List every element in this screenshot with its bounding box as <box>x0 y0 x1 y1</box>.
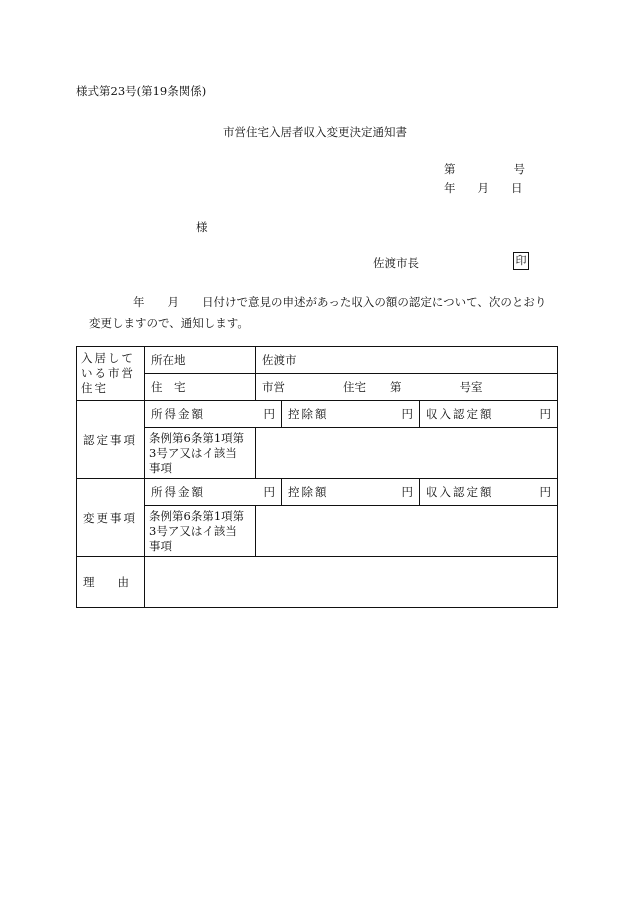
notice-body-line2: 変更しますので、通知します。 <box>89 316 249 330</box>
housing-city: 市営 <box>262 380 285 394</box>
approved-ordinance-line2: 3号ア又はイ該当 <box>149 445 237 460</box>
approved-income-cell <box>145 401 282 428</box>
approved-deduction-yen: 円 <box>401 407 413 421</box>
date-month: 月 <box>477 181 489 195</box>
approved-deduction-label: 控除額 <box>288 407 329 421</box>
changed-recognized-yen: 円 <box>539 485 552 499</box>
approved-recognized-yen: 円 <box>539 407 552 421</box>
approved-ordinance-cell <box>145 428 256 479</box>
location-label: 所在地 <box>145 347 256 374</box>
housing-label: 住 宅 <box>145 374 256 401</box>
changed-deduction-yen: 円 <box>401 485 413 499</box>
date-year: 年 <box>444 181 456 195</box>
housing-dai: 第 <box>390 380 402 394</box>
reason-label: 理 由 <box>77 557 145 608</box>
changed-ordinance-cell <box>145 506 256 557</box>
notice-body-line1: 年 月 日付けで意見の申述があった収入の額の認定について、次のとおり <box>133 295 547 309</box>
number-gou: 号 <box>513 162 525 176</box>
notice-body <box>89 292 559 334</box>
issuer-name: 佐渡市長 <box>373 256 419 270</box>
changed-deduction-cell <box>282 479 420 506</box>
changed-ordinance-line2: 3号ア又はイ該当 <box>149 523 237 538</box>
location-value: 佐渡市 <box>256 347 558 374</box>
approved-ordinance-line1: 条例第6条第1項第 <box>149 430 245 445</box>
changed-ordinance-line3: 事項 <box>149 538 172 553</box>
approved-ordinance-value <box>256 428 558 479</box>
housing-room: 号室 <box>459 380 483 394</box>
document-number-line <box>444 161 525 177</box>
approved-ordinance-line3: 事項 <box>149 460 172 475</box>
changed-income-yen: 円 <box>263 485 275 499</box>
changed-recognized-label: 収入認定額 <box>426 485 494 499</box>
changed-income-cell <box>145 479 282 506</box>
document-date-line <box>444 180 523 196</box>
notice-table <box>76 346 558 608</box>
reason-value <box>145 557 558 608</box>
approved-label: 認定事項 <box>77 401 145 479</box>
residence-label: 入居している市営住宅 <box>77 347 145 401</box>
seal-mark: 印 <box>513 252 529 270</box>
changed-income-label: 所得金額 <box>151 485 205 499</box>
changed-ordinance-line1: 条例第6条第1項第 <box>149 508 245 523</box>
approved-income-yen: 円 <box>263 407 275 421</box>
approved-deduction-cell <box>282 401 420 428</box>
changed-recognized-cell <box>420 479 558 506</box>
housing-mid: 住宅 <box>343 380 366 394</box>
housing-value <box>256 374 558 401</box>
approved-recognized-label: 収入認定額 <box>426 407 494 421</box>
number-dai: 第 <box>444 162 456 176</box>
form-number: 様式第23号(第19条関係) <box>76 84 207 98</box>
changed-label: 変更事項 <box>77 479 145 557</box>
approved-income-label: 所得金額 <box>151 407 205 421</box>
addressee-suffix: 様 <box>196 220 208 234</box>
changed-deduction-label: 控除額 <box>288 485 329 499</box>
changed-ordinance-value <box>256 506 558 557</box>
approved-recognized-cell <box>420 401 558 428</box>
date-day: 日 <box>511 181 523 195</box>
document-title: 市営住宅入居者収入変更決定通知書 <box>223 125 407 139</box>
